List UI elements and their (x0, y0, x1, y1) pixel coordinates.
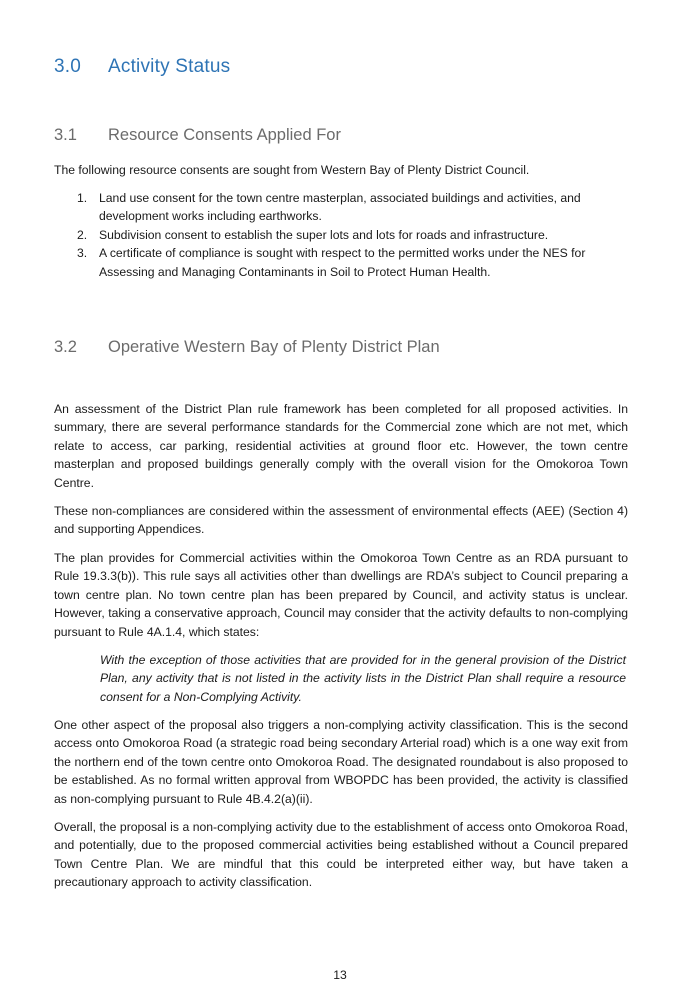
list-number: 1. (77, 191, 88, 205)
consent-list (54, 189, 628, 281)
list-item (54, 189, 628, 226)
subsection-number: 3.1 (54, 126, 77, 144)
rule-quote: With the exception of those activities that are provided for in the general provision of the District Plan, any activity that is not listed in the activity lists in the District Plan shall require a resource consent for a Non-Complying Activity. (100, 653, 626, 704)
subsection-heading-3-2 (54, 338, 440, 357)
subsection-number: 3.2 (54, 338, 77, 356)
list-item (54, 244, 628, 281)
list-text: Subdivision consent to establish the super lots and lots for roads and infrastructure. (99, 227, 549, 242)
list-text: Land use consent for the town centre masterplan, associated buildings and activities, and development works including earthworks. (99, 191, 581, 224)
page-number: 13 (333, 968, 347, 982)
paragraph-assessment: An assessment of the District Plan rule framework has been completed for all proposed activities. In summary, there are several performance standards for the Commercial zone which are not met, which relate to access, car parking, residential activities at ground floor etc. However, the town centre masterplan and proposed buildings generally comply with the overall vision for the Omokoroa Town Centre. (54, 402, 628, 490)
subsection-title: Resource Consents Applied For (108, 126, 341, 144)
list-item (54, 226, 628, 244)
section-heading (54, 56, 230, 78)
intro-paragraph: The following resource consents are sought from Western Bay of Plenty District Council. (54, 163, 530, 177)
subsection-heading-3-1 (54, 126, 341, 145)
section-title: Activity Status (108, 56, 231, 77)
paragraph-non-compliances: These non-compliances are considered within the assessment of environmental effects (AEE) (Section 4) and supporting Appendices. (54, 504, 628, 537)
paragraph-commercial-activities: The plan provides for Commercial activities within the Omokoroa Town Centre as an RDA pursuant to Rule 19.3.3(b)). This rule says all activities other than dwellings are RDA’s subject to Council preparing a town centre plan. No town centre plan has been prepared by Council, and activity status is unclear. However, taking a conservative approach, Council may consider that the activity defaults to non-complying pursuant to Rule 4A.1.4, which states: (54, 551, 628, 639)
section-number: 3.0 (54, 56, 82, 77)
paragraph-second-access: One other aspect of the proposal also triggers a non-complying activity classification. This is the second access onto Omokoroa Road (a strategic road being secondary Arterial road) which is a one way exit from the northern end of the town centre onto Omokoroa Road. The designated roundabout is also proposed to be established. As no formal written approval from WBOPDC has been provided, the activity is classified as non-complying pursuant to Rule 4B.4.2(a)(ii). (54, 718, 628, 806)
list-number: 3. (77, 246, 88, 261)
paragraph-overall: Overall, the proposal is a non-complying activity due to the establishment of access onto Omokoroa Road, and potentially, due to the proposed commercial activities being established without a Council prepared Town Centre Plan. We are mindful that this could be interpreted either way, but have taken a precautionary approach to activity classification. (54, 820, 628, 890)
subsection-title: Operative Western Bay of Plenty District Plan (108, 338, 440, 356)
list-number: 2. (77, 227, 88, 242)
list-text: A certificate of compliance is sought with respect to the permitted works under the NES for Assessing and Managing Contaminants in Soil to Protect Human Health. (99, 246, 586, 279)
